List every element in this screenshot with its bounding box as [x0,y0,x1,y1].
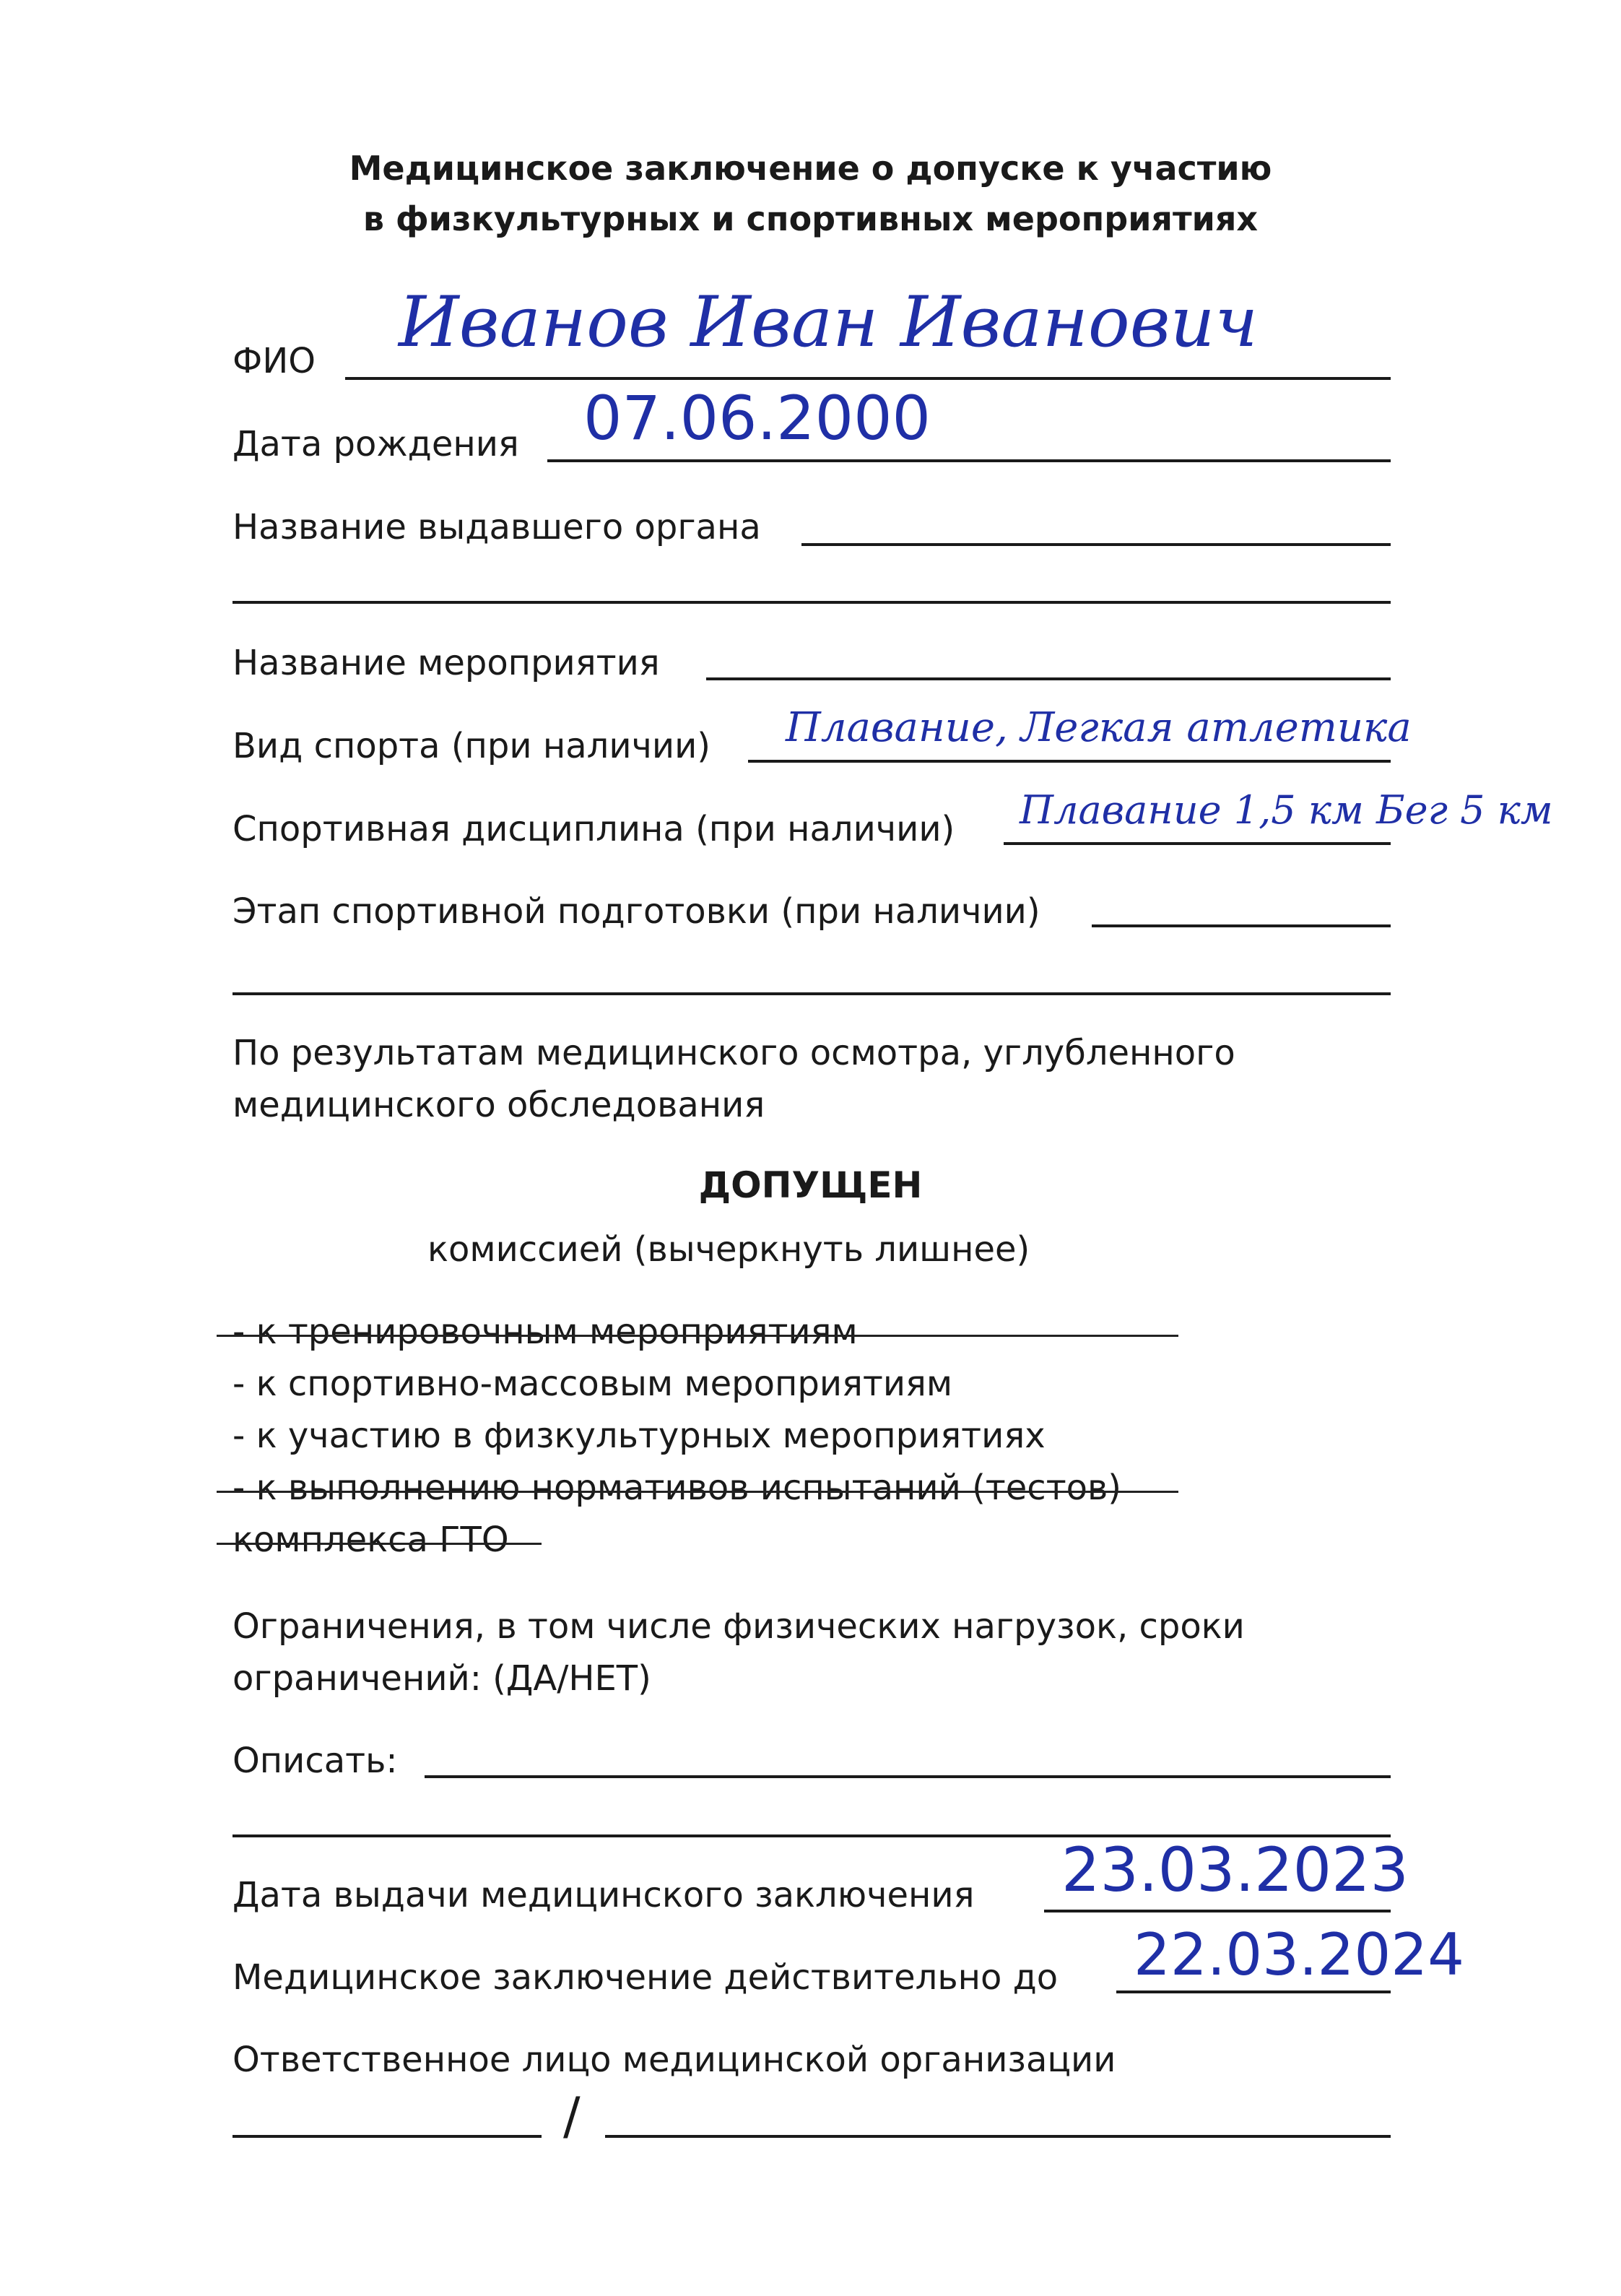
dob-label: Дата рождения [232,424,519,464]
signature-line [232,2135,542,2138]
dob-value: 07.06.2000 [583,383,931,454]
option-gto-complex: комплекса ГТО [232,1520,509,1560]
stage-line-2 [232,992,1391,995]
valid-until-line [1116,1990,1391,1993]
event-line [706,677,1391,680]
sport-label: Вид спорта (при наличии) [232,726,710,766]
commission-note: комиссией (вычеркнуть лишнее) [427,1229,1030,1270]
strike-line-training [217,1335,1178,1337]
valid-until-label: Медицинское заключение действительно до [232,1957,1059,1998]
signature-separator: / [563,2087,581,2146]
fio-value: Иванов Иван Иванович [399,282,1259,363]
issue-date-value: 23.03.2023 [1061,1834,1409,1905]
strike-line-gto-tests [217,1491,1178,1493]
option-gto-tests: - к выполнению нормативов испытаний (тестов) [232,1468,1122,1508]
stage-label: Этап спортивной подготовки (при наличии) [232,891,1040,932]
discipline-value: Плавание 1,5 км Бег 5 км [1020,787,1553,833]
valid-until-value: 22.03.2024 [1134,1921,1465,1988]
event-label: Название мероприятия [232,643,660,683]
issuer-line-2 [232,601,1391,604]
dob-line [547,459,1391,462]
sport-value: Плавание, Легкая атлетика [786,704,1412,751]
option-mass-sport: - к спортивно-массовым мероприятиям [232,1364,953,1404]
option-training: - к тренировочным мероприятиям [232,1312,858,1352]
sport-line [748,760,1391,763]
form-title-line-2: в физкультурных и спортивных мероприятиях [362,199,1259,238]
result-intro-line-1: По результатам медицинского осмотра, углубленного [232,1033,1235,1073]
describe-line [425,1775,1391,1778]
issuer-label: Название выдавшего органа [232,507,761,547]
option-physical-culture: - к участию в физкультурных мероприятиях [232,1416,1046,1456]
result-intro-line-2: медицинского обследования [232,1085,765,1125]
restrictions-line-2: ограничений: (ДА/НЕТ) [232,1658,651,1699]
discipline-label: Спортивная дисциплина (при наличии) [232,809,955,849]
strike-line-gto-complex [217,1543,542,1545]
describe-label: Описать: [232,1741,398,1781]
issue-date-label: Дата выдачи медицинского заключения [232,1875,975,1915]
fio-label: ФИО [232,341,316,381]
issuer-line [801,543,1391,546]
verdict: ДОПУЩЕН [698,1164,923,1206]
fio-line [345,377,1391,380]
issue-date-line [1044,1910,1391,1912]
restrictions-line-1: Ограничения, в том числе физических нагрузок, сроки [232,1606,1245,1647]
responsible-label: Ответственное лицо медицинской организации [232,2040,1116,2080]
form-title-line-1: Медицинское заключение о допуске к участию [349,149,1272,188]
name-line [605,2135,1391,2138]
stage-line [1092,924,1391,927]
discipline-line [1004,842,1391,845]
